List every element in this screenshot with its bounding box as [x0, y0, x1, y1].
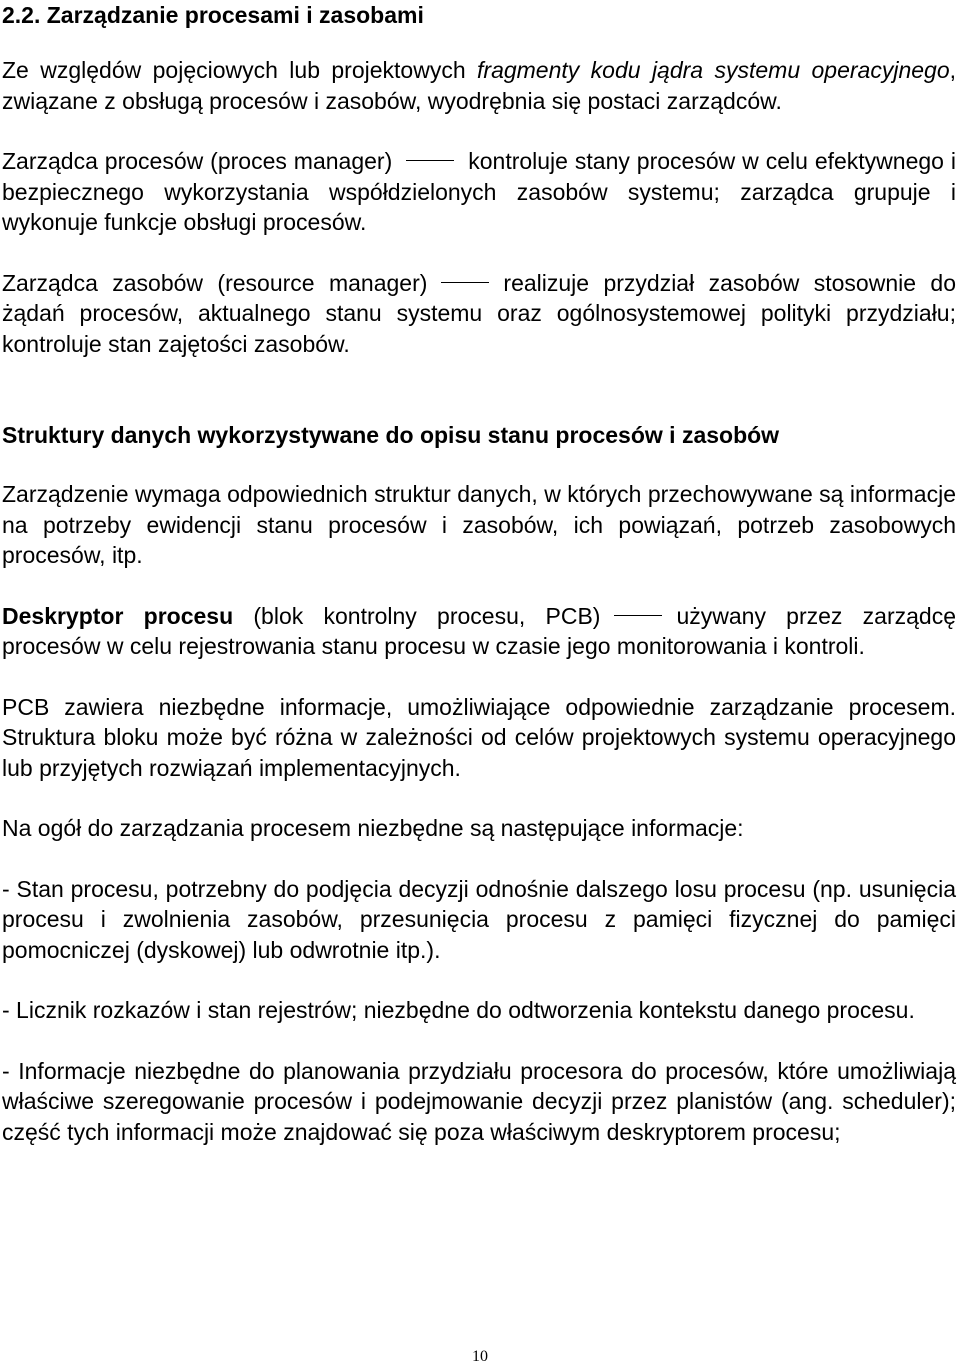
intro-text-1: Ze względów pojęciowych lub projektowych	[2, 57, 478, 83]
pcb-paragraph: PCB zawiera niezbędne informacje, umożliwiające odpowiednie zarządzanie procesem. Struktura bloku może być różna w zależności od celów projektowych systemu operacyjnego lub przyjętych rozwiązań implementacyjnych.	[2, 693, 956, 781]
intro-italic-text: fragmenty kodu jądra systemu operacyjnego	[477, 57, 950, 83]
descriptor-term: Deskryptor procesu	[2, 602, 234, 629]
resource-manager-term: Zarządca zasobów (resource manager)	[2, 269, 428, 296]
descriptor-term-note: (blok kontrolny procesu, PCB)	[233, 602, 601, 629]
structures-intro-paragraph: Zarządzenie wymaga odpowiednich struktur danych, w których przechowywane są informacje na potrzeby ewidencji stanu procesów i zasobów, ich powiązań, potrzeb zasobowych procesów, itp.	[2, 481, 956, 568]
process-manager-term: Zarządca procesów (proces manager)	[2, 148, 393, 174]
structures-section-title: Struktury danych wykorzystywane do opisu stanu procesów i zasobów	[2, 422, 780, 448]
resource-manager-description: realizuje przydział zasobów stosownie do żądań procesów, aktualnego stanu systemu oraz ogólnosystemowej polityki przydziału; kontroluje stan zajętości zasobów.	[2, 269, 957, 357]
descriptor-description: używany przez zarządcę procesów w celu rejestrowania stanu procesu w czasie jego monitorowania i kontroli.	[2, 602, 956, 659]
em-dash-line	[441, 282, 489, 283]
info-item: - Stan procesu, potrzebny do podjęcia decyzji odnośnie dalszego losu procesu (np. usunięcia procesu i zwolnienia zasobów, przesunięcia procesu z pamięci fizycznej do pamięci pomocniczej (dyskowej) lub odwrotnie itp.).	[2, 875, 956, 963]
em-dash-line	[614, 615, 662, 616]
intro-text-2: , związane z obsługą procesów i zasobów, wyodrębnia się postaci zarządców.	[2, 57, 956, 114]
resource-manager-paragraph	[2, 268, 956, 360]
em-dash-line	[406, 160, 454, 161]
info-item: - Licznik rozkazów i stan rejestrów; niezbędne do odtworzenia kontekstu danego procesu.	[2, 997, 915, 1023]
page-number: 10	[472, 1348, 488, 1365]
intro-paragraph	[2, 55, 956, 116]
info-intro-paragraph: Na ogół do zarządzania procesem niezbędne są następujące informacje:	[2, 815, 744, 841]
process-manager-paragraph	[2, 146, 956, 238]
process-manager-description: kontroluje stany procesów w celu efektywnego i bezpiecznego wykorzystania współdzielonych zasobów systemu; zarządca grupuje i wykonuje funkcje obsługi procesów.	[2, 148, 957, 235]
descriptor-paragraph	[2, 601, 956, 662]
document-page	[2, 0, 956, 1147]
info-item: - Informacje niezbędne do planowania przydziału procesora do procesów, które umożliwiają właściwe szeregowanie procesów i podejmowanie decyzji przez planistów (ang. scheduler); część tych informacji może znajdować się poza właściwym deskryptorem procesu;	[2, 1057, 956, 1145]
section-heading: 2.2. Zarządzanie procesami i zasobami	[2, 2, 424, 28]
